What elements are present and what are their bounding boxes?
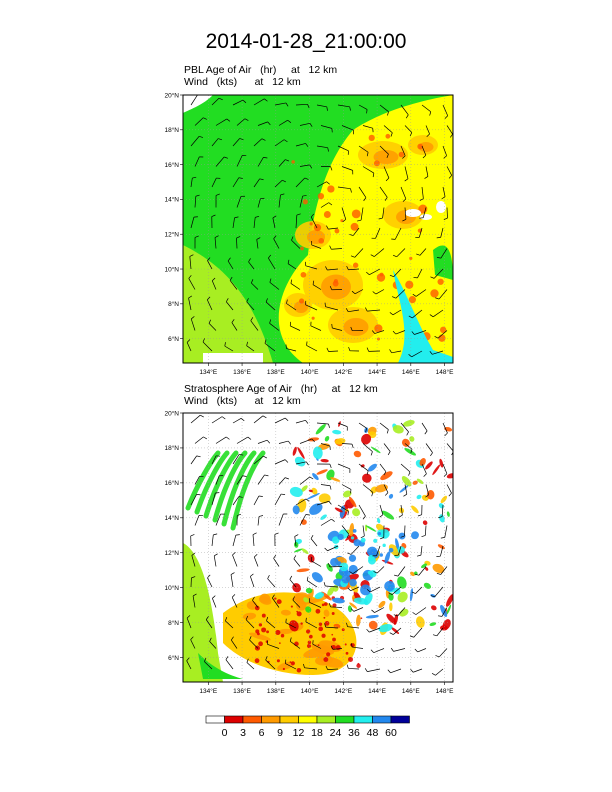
field-speck: [437, 279, 443, 285]
field-speck: [349, 579, 357, 587]
field-speck: [299, 298, 304, 303]
field-speck: [324, 602, 328, 606]
field-speck: [318, 238, 324, 244]
field-speck: [378, 532, 381, 535]
field-speck: [334, 279, 338, 283]
colorbar-swatch: [317, 716, 336, 723]
lon-tick-label: 148°E: [435, 688, 454, 695]
lat-tick-label: 8°N: [168, 301, 179, 309]
field-speck: [399, 152, 404, 157]
colorbar-label: 12: [292, 727, 305, 739]
field-speck: [380, 273, 384, 277]
colorbar-label: 6: [258, 727, 265, 739]
colorbar-label: 0: [221, 727, 228, 739]
field-speck: [259, 623, 262, 626]
field-speck: [257, 632, 260, 635]
field-speck: [301, 272, 307, 278]
lon-tick-label: 144°E: [368, 688, 386, 695]
lon-tick-label: 134°E: [199, 369, 218, 376]
lat-tick-label: 10°N: [164, 266, 179, 274]
field-speck: [316, 609, 321, 614]
colorbar-swatch: [373, 716, 392, 723]
field-speck: [353, 529, 357, 533]
field-speck: [324, 211, 331, 218]
colorbar-swatch: [280, 716, 299, 723]
field-speck: [314, 224, 321, 231]
colorbar-label: 36: [348, 727, 360, 739]
figure-title: 2014-01-28_21:00:00: [205, 30, 407, 53]
field-speck: [266, 630, 269, 633]
field-speck: [349, 555, 356, 562]
field-speck: [318, 627, 323, 632]
field-region: [321, 275, 351, 300]
field-speck: [291, 605, 293, 607]
field-speck: [356, 664, 360, 668]
field-speck: [373, 539, 377, 543]
field-speck: [307, 644, 311, 648]
field-speck: [262, 614, 266, 618]
field-speck: [384, 581, 395, 592]
colorbar-label: 18: [311, 727, 323, 739]
field-region: [405, 209, 421, 217]
field-speck: [258, 641, 263, 646]
pbl-age-map: [164, 91, 454, 376]
field-speck: [377, 338, 380, 341]
field-speck: [351, 223, 359, 231]
colorbar-swatch: [354, 716, 373, 723]
field-speck: [326, 652, 330, 656]
lat-tick-label: 20°N: [164, 92, 179, 100]
colorbar: [206, 716, 410, 723]
lon-tick-label: 138°E: [266, 369, 285, 376]
field-speck: [351, 536, 354, 539]
lat-tick-label: 16°N: [164, 480, 179, 488]
field-speck: [369, 135, 375, 141]
field-speck: [368, 557, 376, 565]
field-speck: [297, 611, 302, 616]
colorbar-swatch: [206, 716, 225, 723]
pbl-field: [183, 95, 453, 363]
field-speck: [310, 222, 313, 225]
field-region: [203, 353, 263, 363]
field-speck: [327, 185, 334, 192]
field-speck: [277, 599, 282, 604]
field-speck: [352, 209, 361, 218]
field-speck: [323, 657, 328, 662]
field-speck: [341, 575, 350, 584]
field-speck: [303, 199, 308, 204]
field-speck: [319, 623, 322, 626]
colorbar-swatch: [299, 716, 318, 723]
strat-panel-title: Stratosphere Age of Air (hr) at 12 km: [184, 383, 378, 395]
field-speck: [382, 544, 385, 547]
lon-tick-label: 146°E: [401, 688, 420, 695]
field-speck: [332, 612, 335, 615]
field-speck: [274, 597, 276, 599]
field-speck: [281, 634, 285, 638]
colorbar-swatch: [336, 716, 355, 723]
field-speck: [368, 571, 372, 575]
field-speck: [297, 668, 302, 673]
field-speck: [306, 629, 310, 633]
field-speck: [430, 289, 438, 297]
field-speck: [346, 652, 349, 655]
lon-tick-label: 148°E: [435, 369, 454, 376]
field-speck: [318, 644, 320, 646]
field-speck: [405, 281, 413, 289]
colorbar-label: 3: [240, 727, 246, 739]
field-speck: [360, 585, 371, 596]
lon-tick-label: 146°E: [401, 369, 420, 376]
pbl-panel-title: PBL Age of Air (hr) at 12 km: [184, 64, 338, 76]
field-speck: [261, 627, 266, 632]
lon-tick-label: 144°E: [368, 369, 386, 376]
lon-tick-label: 140°E: [300, 688, 319, 695]
lat-tick-label: 6°N: [168, 654, 179, 662]
field-speck: [337, 534, 343, 540]
lat-tick-label: 18°N: [164, 127, 179, 135]
field-speck: [323, 617, 325, 619]
colorbar-label: 48: [366, 727, 379, 739]
field-speck: [379, 553, 383, 557]
field-speck: [279, 642, 281, 644]
field-region: [344, 318, 369, 336]
field-speck: [300, 247, 304, 251]
field-speck: [291, 661, 295, 665]
colorbar-label: 9: [277, 727, 283, 739]
lat-tick-label: 8°N: [168, 619, 179, 627]
field-speck: [361, 617, 363, 619]
field-speck: [321, 634, 325, 638]
field-speck: [345, 643, 347, 645]
colorbar-swatch: [391, 716, 410, 723]
field-speck: [361, 538, 366, 543]
field-speck: [353, 539, 360, 546]
field-speck: [283, 668, 285, 670]
lon-tick-label: 136°E: [233, 688, 251, 695]
lat-tick-label: 16°N: [164, 161, 179, 169]
lat-tick-label: 20°N: [164, 410, 179, 418]
lon-tick-label: 142°E: [334, 688, 353, 695]
lat-tick-label: 10°N: [164, 584, 179, 592]
lat-tick-label: 14°N: [164, 515, 179, 523]
field-speck: [291, 160, 295, 164]
field-speck: [349, 565, 358, 574]
lat-tick-label: 12°N: [164, 550, 179, 558]
colorbar-swatch: [243, 716, 262, 723]
colorbar-label: 60: [385, 727, 397, 739]
field-speck: [409, 296, 416, 303]
lat-tick-label: 12°N: [164, 231, 179, 239]
field-speck: [330, 558, 339, 567]
lon-tick-label: 134°E: [199, 688, 218, 695]
field-speck: [277, 659, 280, 662]
field-speck: [312, 317, 315, 320]
field-speck: [332, 638, 336, 642]
lat-tick-label: 14°N: [164, 196, 179, 204]
field-speck: [389, 548, 394, 553]
colorbar-swatch: [262, 716, 281, 723]
strat-age-map: [164, 409, 456, 695]
colorbar-label: 24: [329, 727, 342, 739]
field-speck: [255, 658, 260, 663]
field-speck: [318, 193, 324, 199]
lon-tick-label: 138°E: [266, 688, 285, 695]
lon-tick-label: 136°E: [233, 369, 251, 376]
field-speck: [275, 630, 280, 635]
field-speck: [398, 546, 405, 553]
lat-tick-label: 18°N: [164, 445, 179, 453]
pbl-panel-subtitle: Wind (kts) at 12 km: [184, 76, 301, 88]
lon-tick-label: 142°E: [334, 369, 353, 376]
field-speck: [335, 229, 340, 234]
field-speck: [331, 634, 333, 636]
lat-tick-label: 6°N: [168, 335, 179, 343]
field-speck: [385, 134, 390, 139]
strat-panel-subtitle: Wind (kts) at 12 km: [184, 395, 301, 407]
field-region: [420, 214, 432, 220]
lon-tick-label: 140°E: [300, 369, 319, 376]
colorbar-swatch: [225, 716, 244, 723]
field-speck: [353, 263, 358, 268]
